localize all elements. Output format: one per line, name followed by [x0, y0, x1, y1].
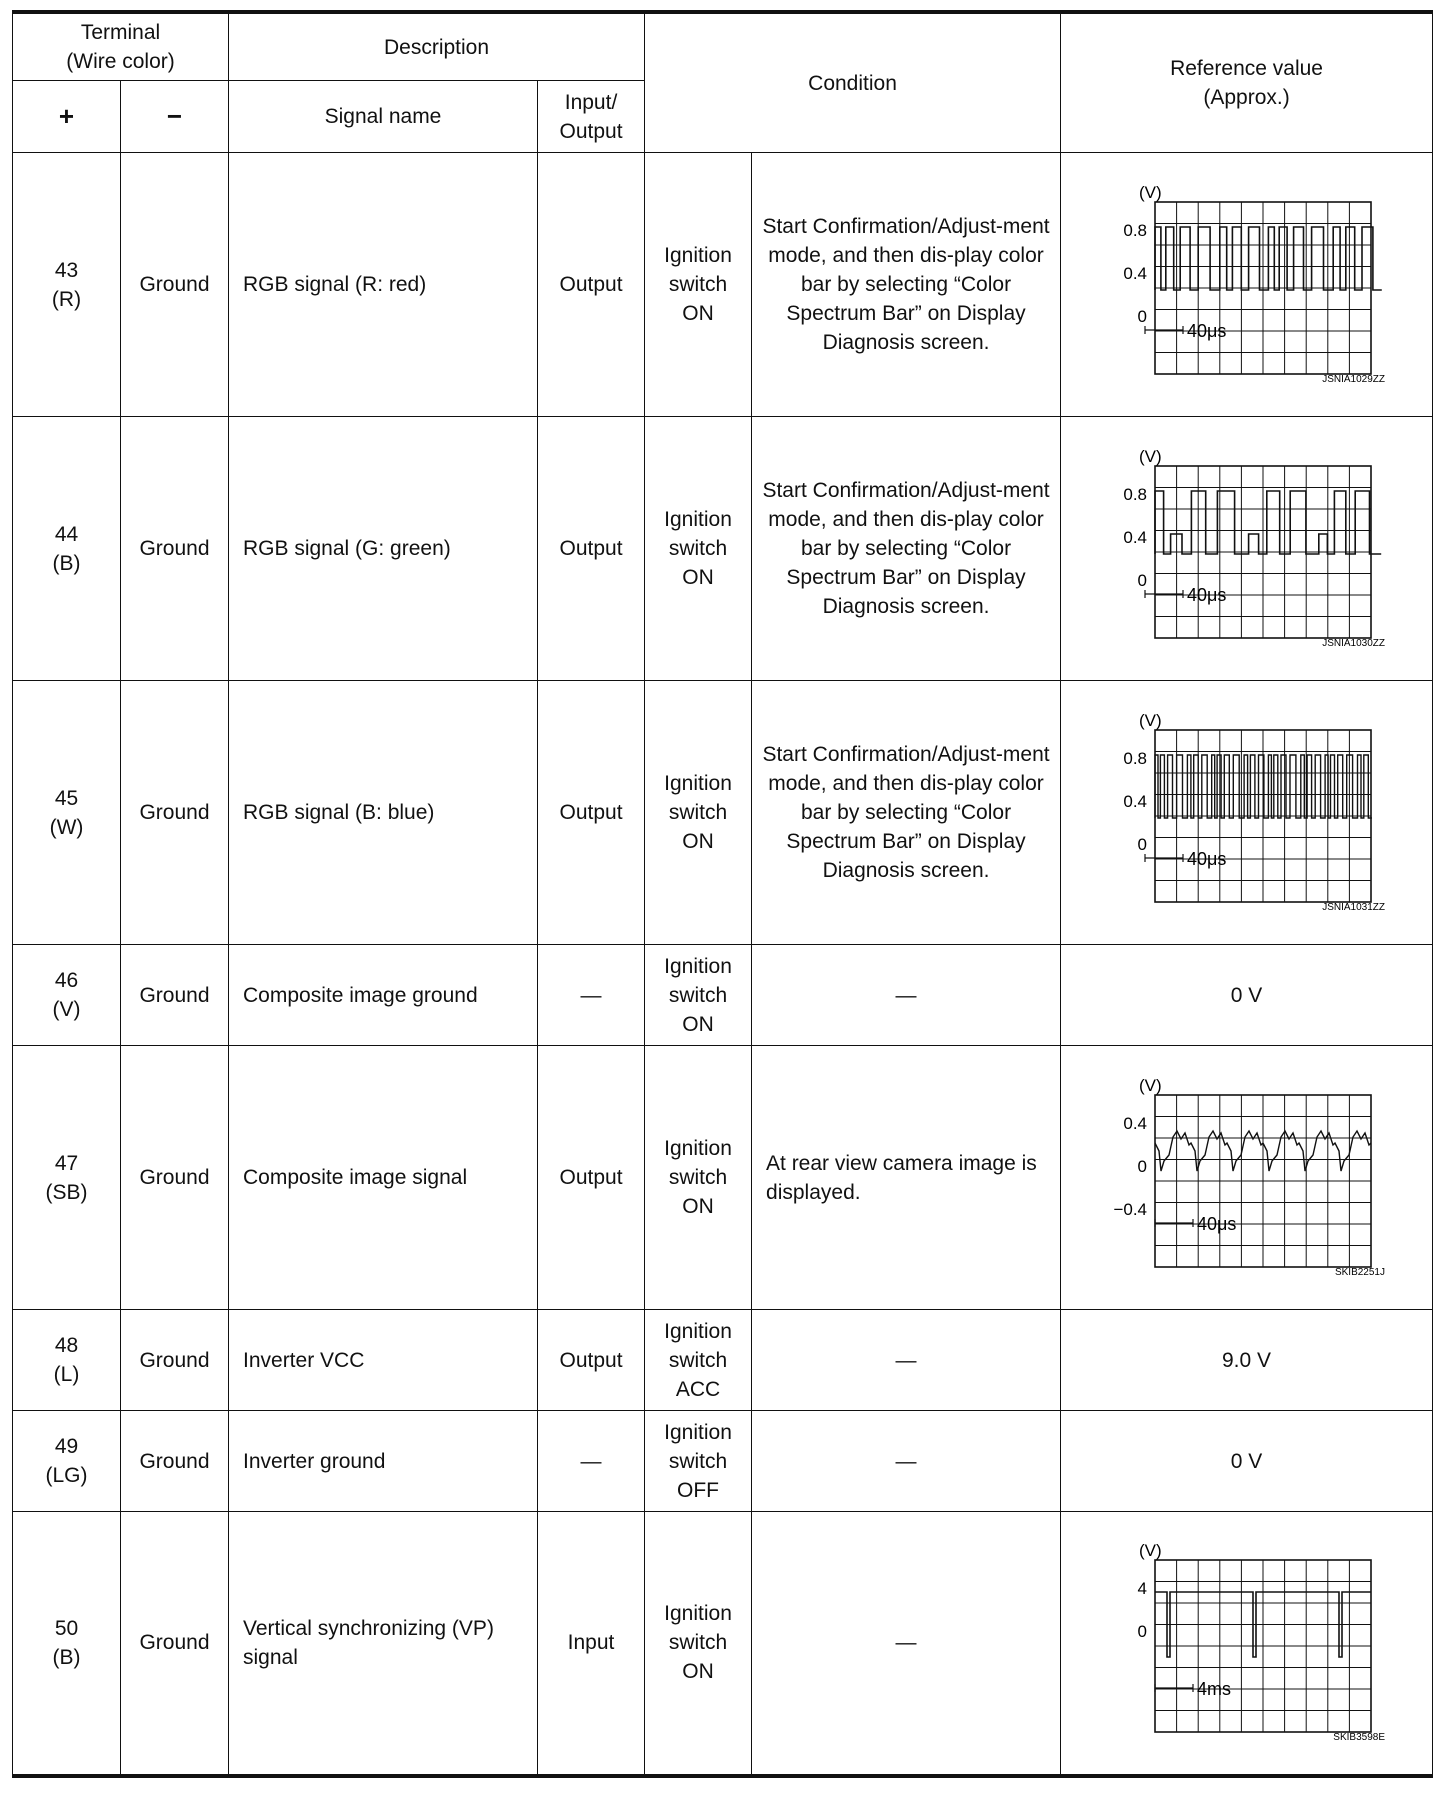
waveform-45 [1097, 708, 1397, 918]
input-output-header: Input/ Output [538, 81, 645, 153]
figure-code: SKIB2251J [1334, 1266, 1385, 1278]
reference-cell: 9.0 V [1061, 1310, 1433, 1411]
signal-name-cell: Vertical synchronizing (VP) signal [229, 1512, 538, 1776]
minus-cell: Ground [121, 1512, 229, 1776]
minus-header: − [121, 81, 229, 153]
table-row [13, 945, 1433, 1046]
tick-label: 0.4 [1122, 791, 1147, 811]
waveform-trace [1155, 227, 1382, 290]
minus-cell: Ground [121, 153, 229, 417]
table-row [13, 1411, 1433, 1512]
tick-label: 0 [1137, 834, 1147, 854]
time-label: 4ms [1196, 1678, 1231, 1699]
signal-name-cell: RGB signal (R: red) [229, 153, 538, 417]
signal-name-cell: Composite image ground [229, 945, 538, 1046]
condition-header: Condition [645, 12, 1061, 153]
unit-label: (V) [1138, 182, 1162, 202]
reference-cell: 0 V [1061, 1411, 1433, 1512]
condition-main-cell: Ignition switch ACC [645, 1310, 752, 1411]
reference-cell [1061, 1512, 1433, 1776]
condition-main-cell: Ignition switch OFF [645, 1411, 752, 1512]
condition-detail-cell: Start Confirmation/Adjust-ment mode, and then dis-play color bar by selecting “Color Spectrum Bar” on Display Diagnosis screen. [752, 681, 1061, 945]
condition-main-cell: Ignition switch ON [645, 945, 752, 1046]
minus-cell: Ground [121, 1411, 229, 1512]
io-cell: — [538, 1411, 645, 1512]
time-label: 40μs [1186, 584, 1226, 605]
condition-detail-cell: — [752, 1512, 1061, 1776]
terminal-table-container [12, 10, 1432, 1778]
time-span-marker [1145, 326, 1183, 334]
reference-cell [1061, 681, 1433, 945]
oscilloscope-grid [1155, 1095, 1371, 1267]
signal-name-cell: RGB signal (G: green) [229, 417, 538, 681]
time-label: 40μs [1186, 848, 1226, 869]
description-header: Description [229, 12, 645, 81]
terminal-cell: 44 (B) [13, 417, 121, 681]
terminal-table [12, 10, 1433, 1778]
minus-cell: Ground [121, 1046, 229, 1310]
table-row [13, 417, 1433, 681]
terminal-cell: 50 (B) [13, 1512, 121, 1776]
oscilloscope-grid [1155, 202, 1371, 374]
time-label: 40μs [1196, 1213, 1236, 1234]
condition-detail-cell: Start Confirmation/Adjust-ment mode, and then dis-play color bar by selecting “Color Spectrum Bar” on Display Diagnosis screen. [752, 417, 1061, 681]
tick-label: 0 [1137, 306, 1147, 326]
waveform-44 [1097, 444, 1397, 654]
tick-label: −0.4 [1112, 1199, 1147, 1219]
reference-cell [1061, 417, 1433, 681]
unit-label: (V) [1138, 446, 1162, 466]
unit-label: (V) [1138, 710, 1162, 730]
signal-name-cell: Inverter VCC [229, 1310, 538, 1411]
io-cell: Input [538, 1512, 645, 1776]
io-cell: Output [538, 1046, 645, 1310]
header-row-1 [13, 12, 1433, 81]
io-cell: Output [538, 417, 645, 681]
tick-label: 4 [1137, 1578, 1147, 1598]
terminal-cell: 46 (V) [13, 945, 121, 1046]
waveform-47 [1097, 1073, 1397, 1283]
time-span-marker [1155, 1684, 1193, 1692]
tick-label: 0.4 [1122, 263, 1147, 283]
condition-detail-cell: — [752, 1310, 1061, 1411]
tick-label: 0.4 [1122, 527, 1147, 547]
unit-label: (V) [1138, 1540, 1162, 1560]
figure-code: JSNIA1029ZZ [1321, 373, 1385, 385]
tick-label: 0.8 [1122, 484, 1147, 504]
reference-cell [1061, 153, 1433, 417]
signal-name-cell: Composite image signal [229, 1046, 538, 1310]
reference-cell: 0 V [1061, 945, 1433, 1046]
terminal-cell: 49 (LG) [13, 1411, 121, 1512]
tick-label: 0 [1137, 1621, 1147, 1641]
tick-label: 0 [1137, 1156, 1147, 1176]
condition-main-cell: Ignition switch ON [645, 417, 752, 681]
terminal-cell: 43 (R) [13, 153, 121, 417]
waveform-50 [1097, 1538, 1397, 1748]
table-row [13, 153, 1433, 417]
tick-label: 0.8 [1122, 220, 1147, 240]
condition-main-cell: Ignition switch ON [645, 153, 752, 417]
waveform-trace [1155, 491, 1381, 554]
unit-label: (V) [1138, 1075, 1162, 1095]
terminal-cell: 47 (SB) [13, 1046, 121, 1310]
condition-main-cell: Ignition switch ON [645, 681, 752, 945]
minus-cell: Ground [121, 1310, 229, 1411]
table-row [13, 1310, 1433, 1411]
condition-detail-cell: At rear view camera image is displayed. [752, 1046, 1061, 1310]
time-span-marker [1155, 1219, 1193, 1227]
signal-name-cell: RGB signal (B: blue) [229, 681, 538, 945]
figure-code: SKIB3598E [1332, 1731, 1385, 1743]
io-cell: — [538, 945, 645, 1046]
minus-cell: Ground [121, 945, 229, 1046]
condition-detail-cell: — [752, 1411, 1061, 1512]
time-span-marker [1145, 590, 1183, 598]
figure-code: JSNIA1030ZZ [1321, 637, 1385, 649]
figure-code: JSNIA1031ZZ [1321, 901, 1385, 913]
reference-cell [1061, 1046, 1433, 1310]
minus-cell: Ground [121, 417, 229, 681]
terminal-header: Terminal (Wire color) [13, 12, 229, 81]
time-span-marker [1145, 854, 1183, 862]
time-label: 40μs [1186, 320, 1226, 341]
terminal-cell: 48 (L) [13, 1310, 121, 1411]
table-row [13, 681, 1433, 945]
condition-main-cell: Ignition switch ON [645, 1046, 752, 1310]
condition-detail-cell: Start Confirmation/Adjust-ment mode, and then dis-play color bar by selecting “Color Spectrum Bar” on Display Diagnosis screen. [752, 153, 1061, 417]
io-cell: Output [538, 1310, 645, 1411]
tick-label: 0.4 [1122, 1113, 1147, 1133]
waveform-trace [1155, 755, 1372, 818]
signal-name-cell: Inverter ground [229, 1411, 538, 1512]
tick-label: 0.8 [1122, 748, 1147, 768]
table-row [13, 1046, 1433, 1310]
reference-header: Reference value (Approx.) [1061, 12, 1433, 153]
minus-cell: Ground [121, 681, 229, 945]
table-row [13, 1512, 1433, 1776]
io-cell: Output [538, 681, 645, 945]
waveform-43 [1097, 180, 1397, 390]
io-cell: Output [538, 153, 645, 417]
terminal-cell: 45 (W) [13, 681, 121, 945]
plus-header: + [13, 81, 121, 153]
condition-main-cell: Ignition switch ON [645, 1512, 752, 1776]
tick-label: 0 [1137, 570, 1147, 590]
condition-detail-cell: — [752, 945, 1061, 1046]
signal-name-header: Signal name [229, 81, 538, 153]
